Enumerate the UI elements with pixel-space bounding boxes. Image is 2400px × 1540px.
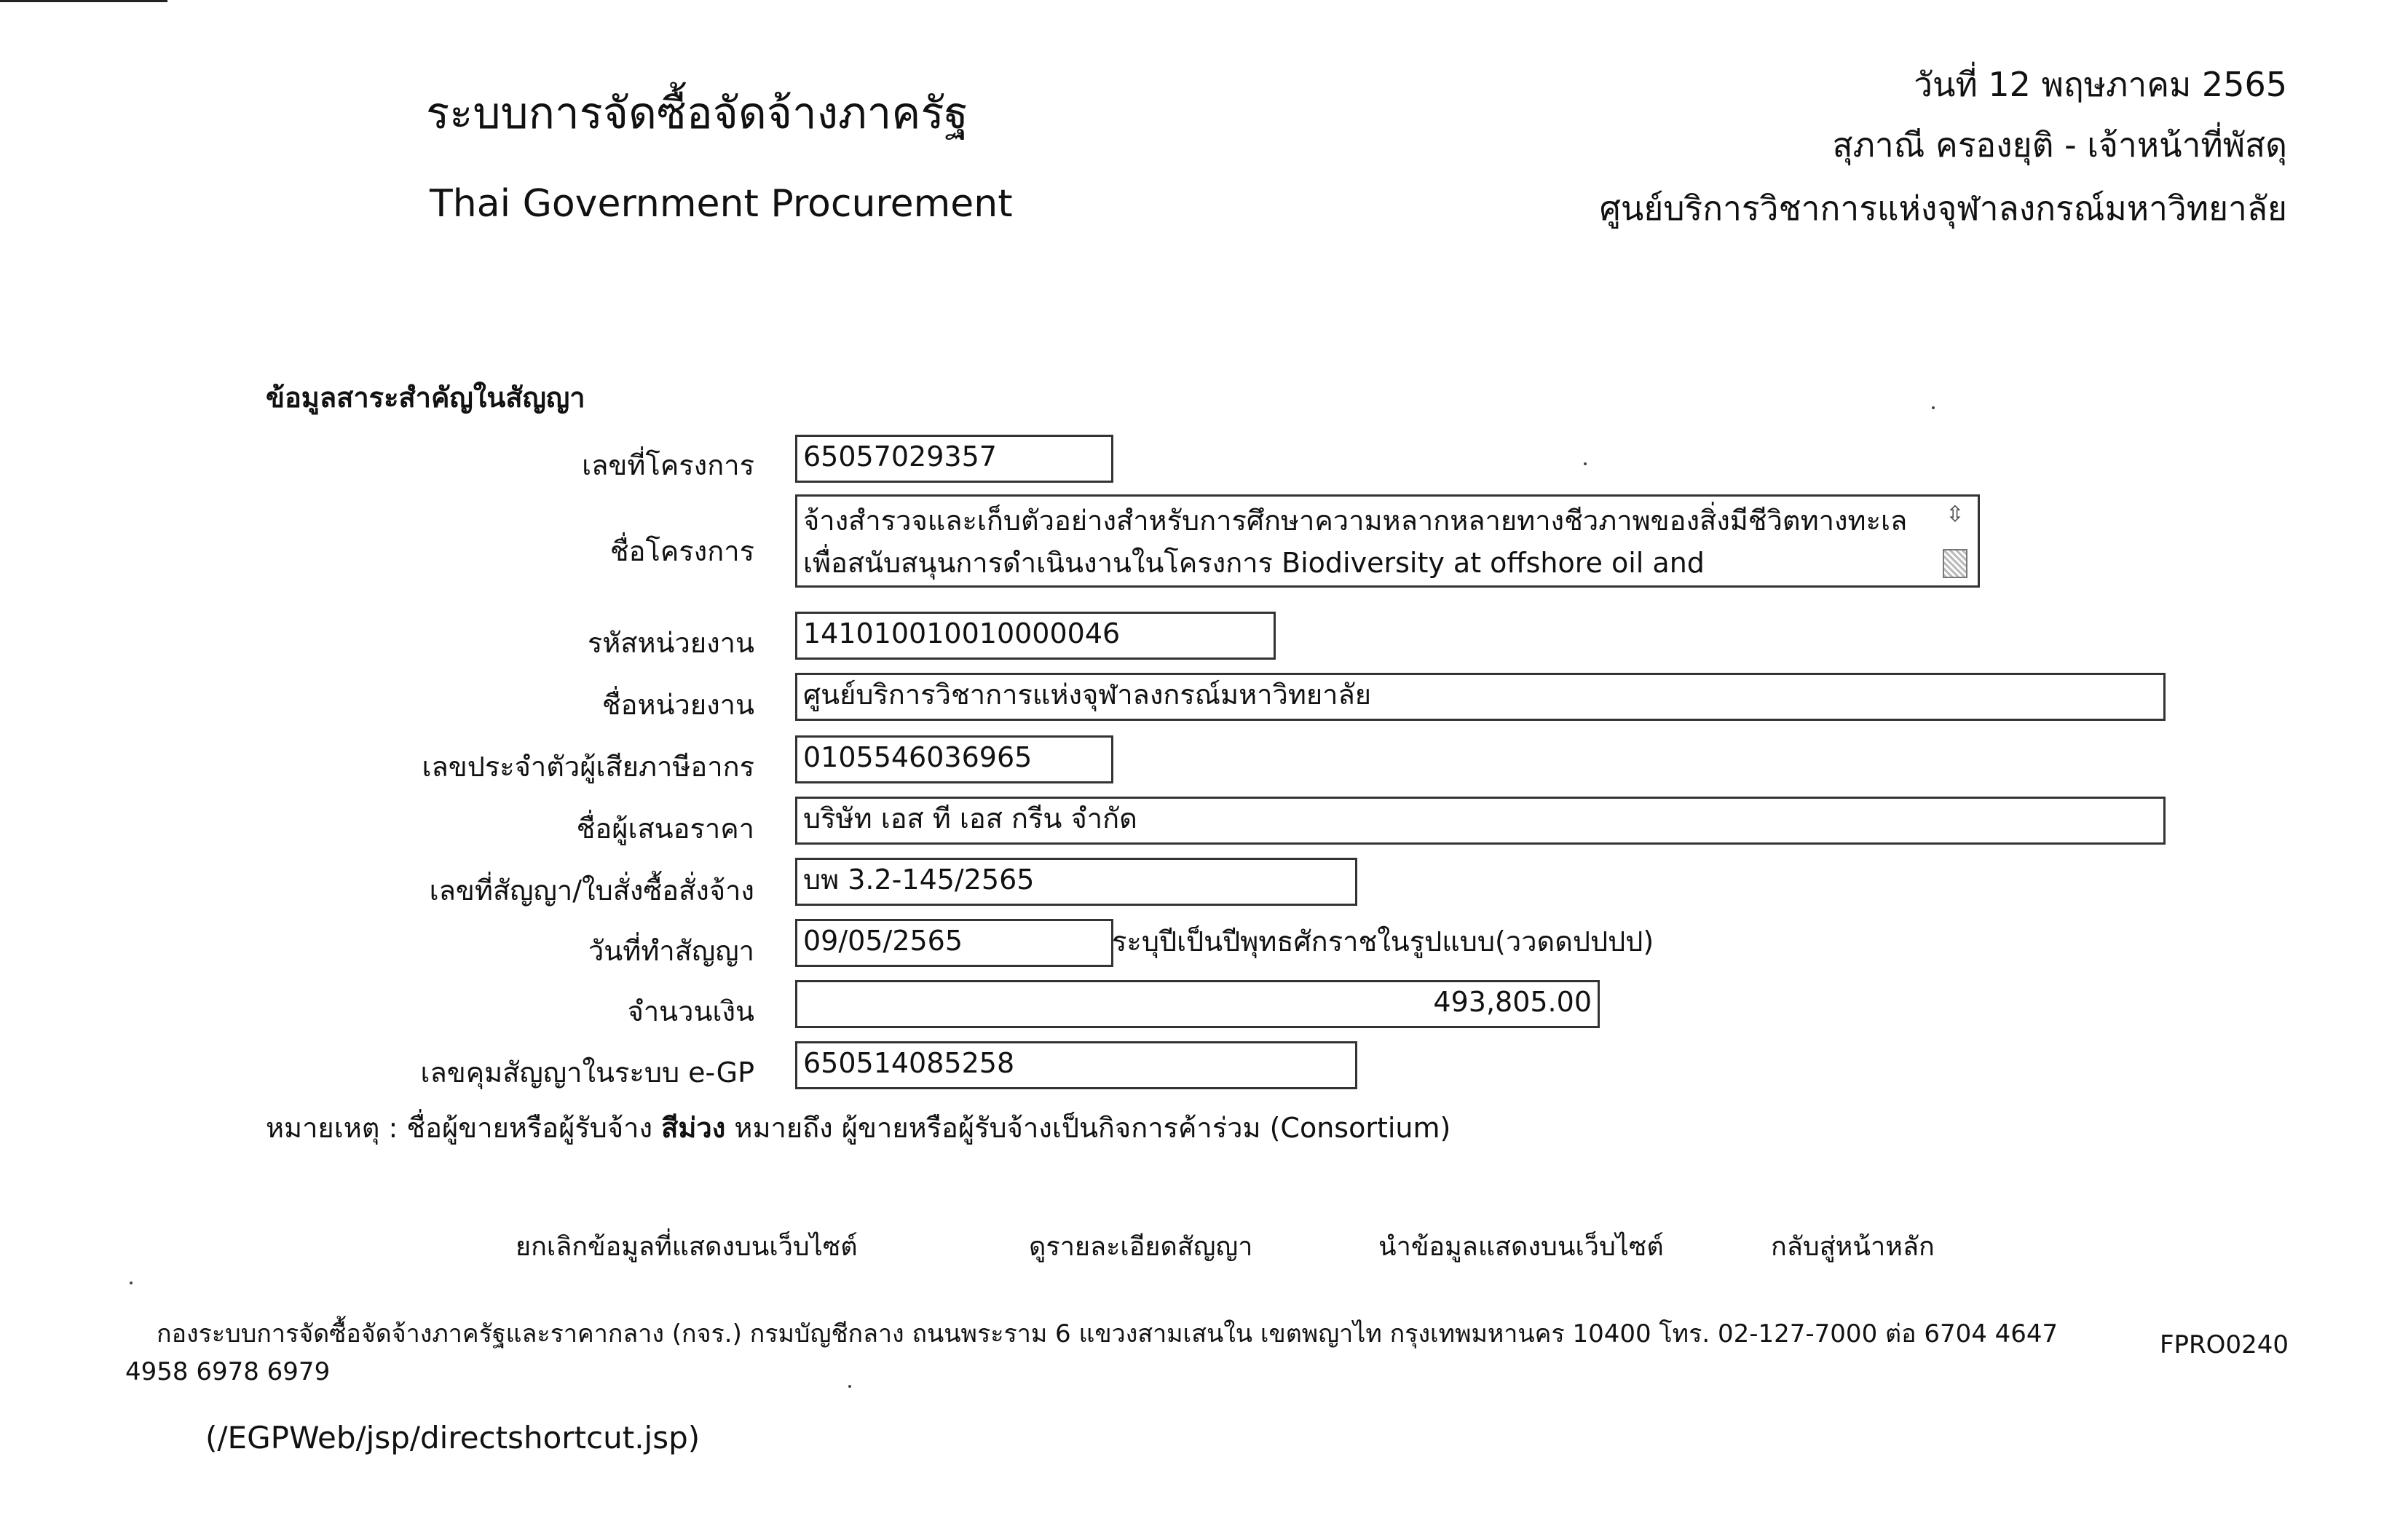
contract-date-field[interactable]: 09/05/2565 [795, 919, 1113, 967]
tax-id-field[interactable]: 0105546036965 [795, 735, 1113, 783]
contract-date-label: วันที่ทำสัญญา [588, 935, 754, 967]
agency-code-label: รหัสหน่วยงาน [587, 627, 754, 659]
remark-suffix: หมายถึง ผู้ขายหรือผู้รับจ้างเป็นกิจการค้าร่วม (Consortium) [734, 1112, 1451, 1144]
header-organization: ศูนย์บริการวิชาการแห่งจุฬาลงกรณ์มหาวิทยาลัย [1599, 189, 2287, 228]
header-date: วันที่ 12 พฤษภาคม 2565 [1914, 65, 2287, 104]
bidder-name-field[interactable]: บริษัท เอส ที เอส กรีน จำกัด [795, 797, 2166, 845]
project-name-label: ชื่อโครงการ [609, 535, 754, 567]
contract-no-label: เลขที่สัญญา/ใบสั่งซื้อสั่งจ้าง [429, 874, 754, 907]
remark-highlight: สีม่วง [661, 1112, 726, 1144]
view-contract-detail-link[interactable]: ดูรายละเอียดสัญญา [1029, 1232, 1253, 1262]
scan-speck [130, 1282, 133, 1284]
project-no-field[interactable]: 65057029357 [795, 435, 1113, 483]
project-name-scrollbar[interactable] [1937, 501, 1973, 583]
project-name-textarea[interactable] [795, 494, 1980, 588]
scroll-thumb-icon[interactable] [1943, 549, 1967, 578]
contract-no-field[interactable]: บพ 3.2-145/2565 [795, 858, 1357, 906]
remark-prefix: หมายเหตุ : ชื่อผู้ขายหรือผู้รับจ้าง [266, 1112, 653, 1144]
system-title-thai: ระบบการจัดซื้อจัดจ้างภาครัฐ [426, 88, 968, 139]
footer-address-line1: กองระบบการจัดซื้อจัดจ้างภาครัฐและราคากลาง (กจร.) กรมบัญชีกลาง ถนนพระราม 6 แขวงสามเสนใน เขตพญาไท กรุงเทพมหานคร 10400 โทร. 02-127-7000 ต่อ 6704 4647 [157, 1319, 2058, 1349]
tax-id-label: เลขประจำตัวผู้เสียภาษีอากร [422, 751, 754, 783]
egp-control-no-label: เลขคุมสัญญาในระบบ e-GP [420, 1057, 754, 1089]
cancel-website-data-link[interactable]: ยกเลิกข้อมูลที่แสดงบนเว็บไซต์ [516, 1232, 858, 1262]
amount-field[interactable]: 493,805.00 [795, 980, 1600, 1028]
scan-speck [1932, 406, 1935, 409]
section-title: ข้อมูลสาระสำคัญในสัญญา [266, 382, 585, 414]
agency-name-field[interactable]: ศูนย์บริการวิชาการแห่งจุฬาลงกรณ์มหาวิทยาลัย [795, 673, 2166, 721]
header-user: สุภาณี ครองยุติ - เจ้าหน้าที่พัสดุ [1832, 125, 2287, 165]
back-to-home-link[interactable]: กลับสู่หน้าหลัก [1771, 1232, 1935, 1262]
scan-speck [848, 1385, 851, 1388]
project-no-label: เลขที่โครงการ [582, 449, 754, 481]
scan-speck [1584, 462, 1587, 465]
contract-date-hint: ระบุปีเป็นปีพุทธศักราชในรูปแบบ(ววดดปปปป) [1112, 925, 1654, 957]
egp-control-no-field[interactable]: 650514085258 [795, 1041, 1357, 1089]
project-name-text: จ้างสำรวจและเก็บตัวอย่างสำหรับการศึกษาความหลากหลายทางชีวภาพของสิ่งมีชีวิตทางทะเล เพื่อสนับสนุนการดำเนินงานในโครงการ Biodiversity at offshore oil and [803, 505, 1908, 579]
bidder-name-label: ชื่อผู้เสนอราคา [576, 813, 754, 845]
spin-up-down-icon[interactable]: ⇳ [1946, 502, 1965, 527]
remark-note [266, 1105, 1450, 1150]
footer-address-line2: 4958 6978 6979 [125, 1357, 331, 1386]
page-code: FPRO0240 [2160, 1330, 2289, 1359]
page-path: (/EGPWeb/jsp/directshortcut.jsp) [205, 1420, 700, 1456]
agency-code-field[interactable]: 141010010010000046 [795, 612, 1276, 660]
scan-edge-line [0, 0, 167, 2]
publish-website-data-link[interactable]: นำข้อมูลแสดงบนเว็บไซต์ [1378, 1232, 1664, 1262]
system-title-english: Thai Government Procurement [430, 182, 1013, 226]
amount-label: จำนวนเงิน [627, 995, 754, 1027]
agency-name-label: ชื่อหน่วยงาน [601, 689, 754, 721]
